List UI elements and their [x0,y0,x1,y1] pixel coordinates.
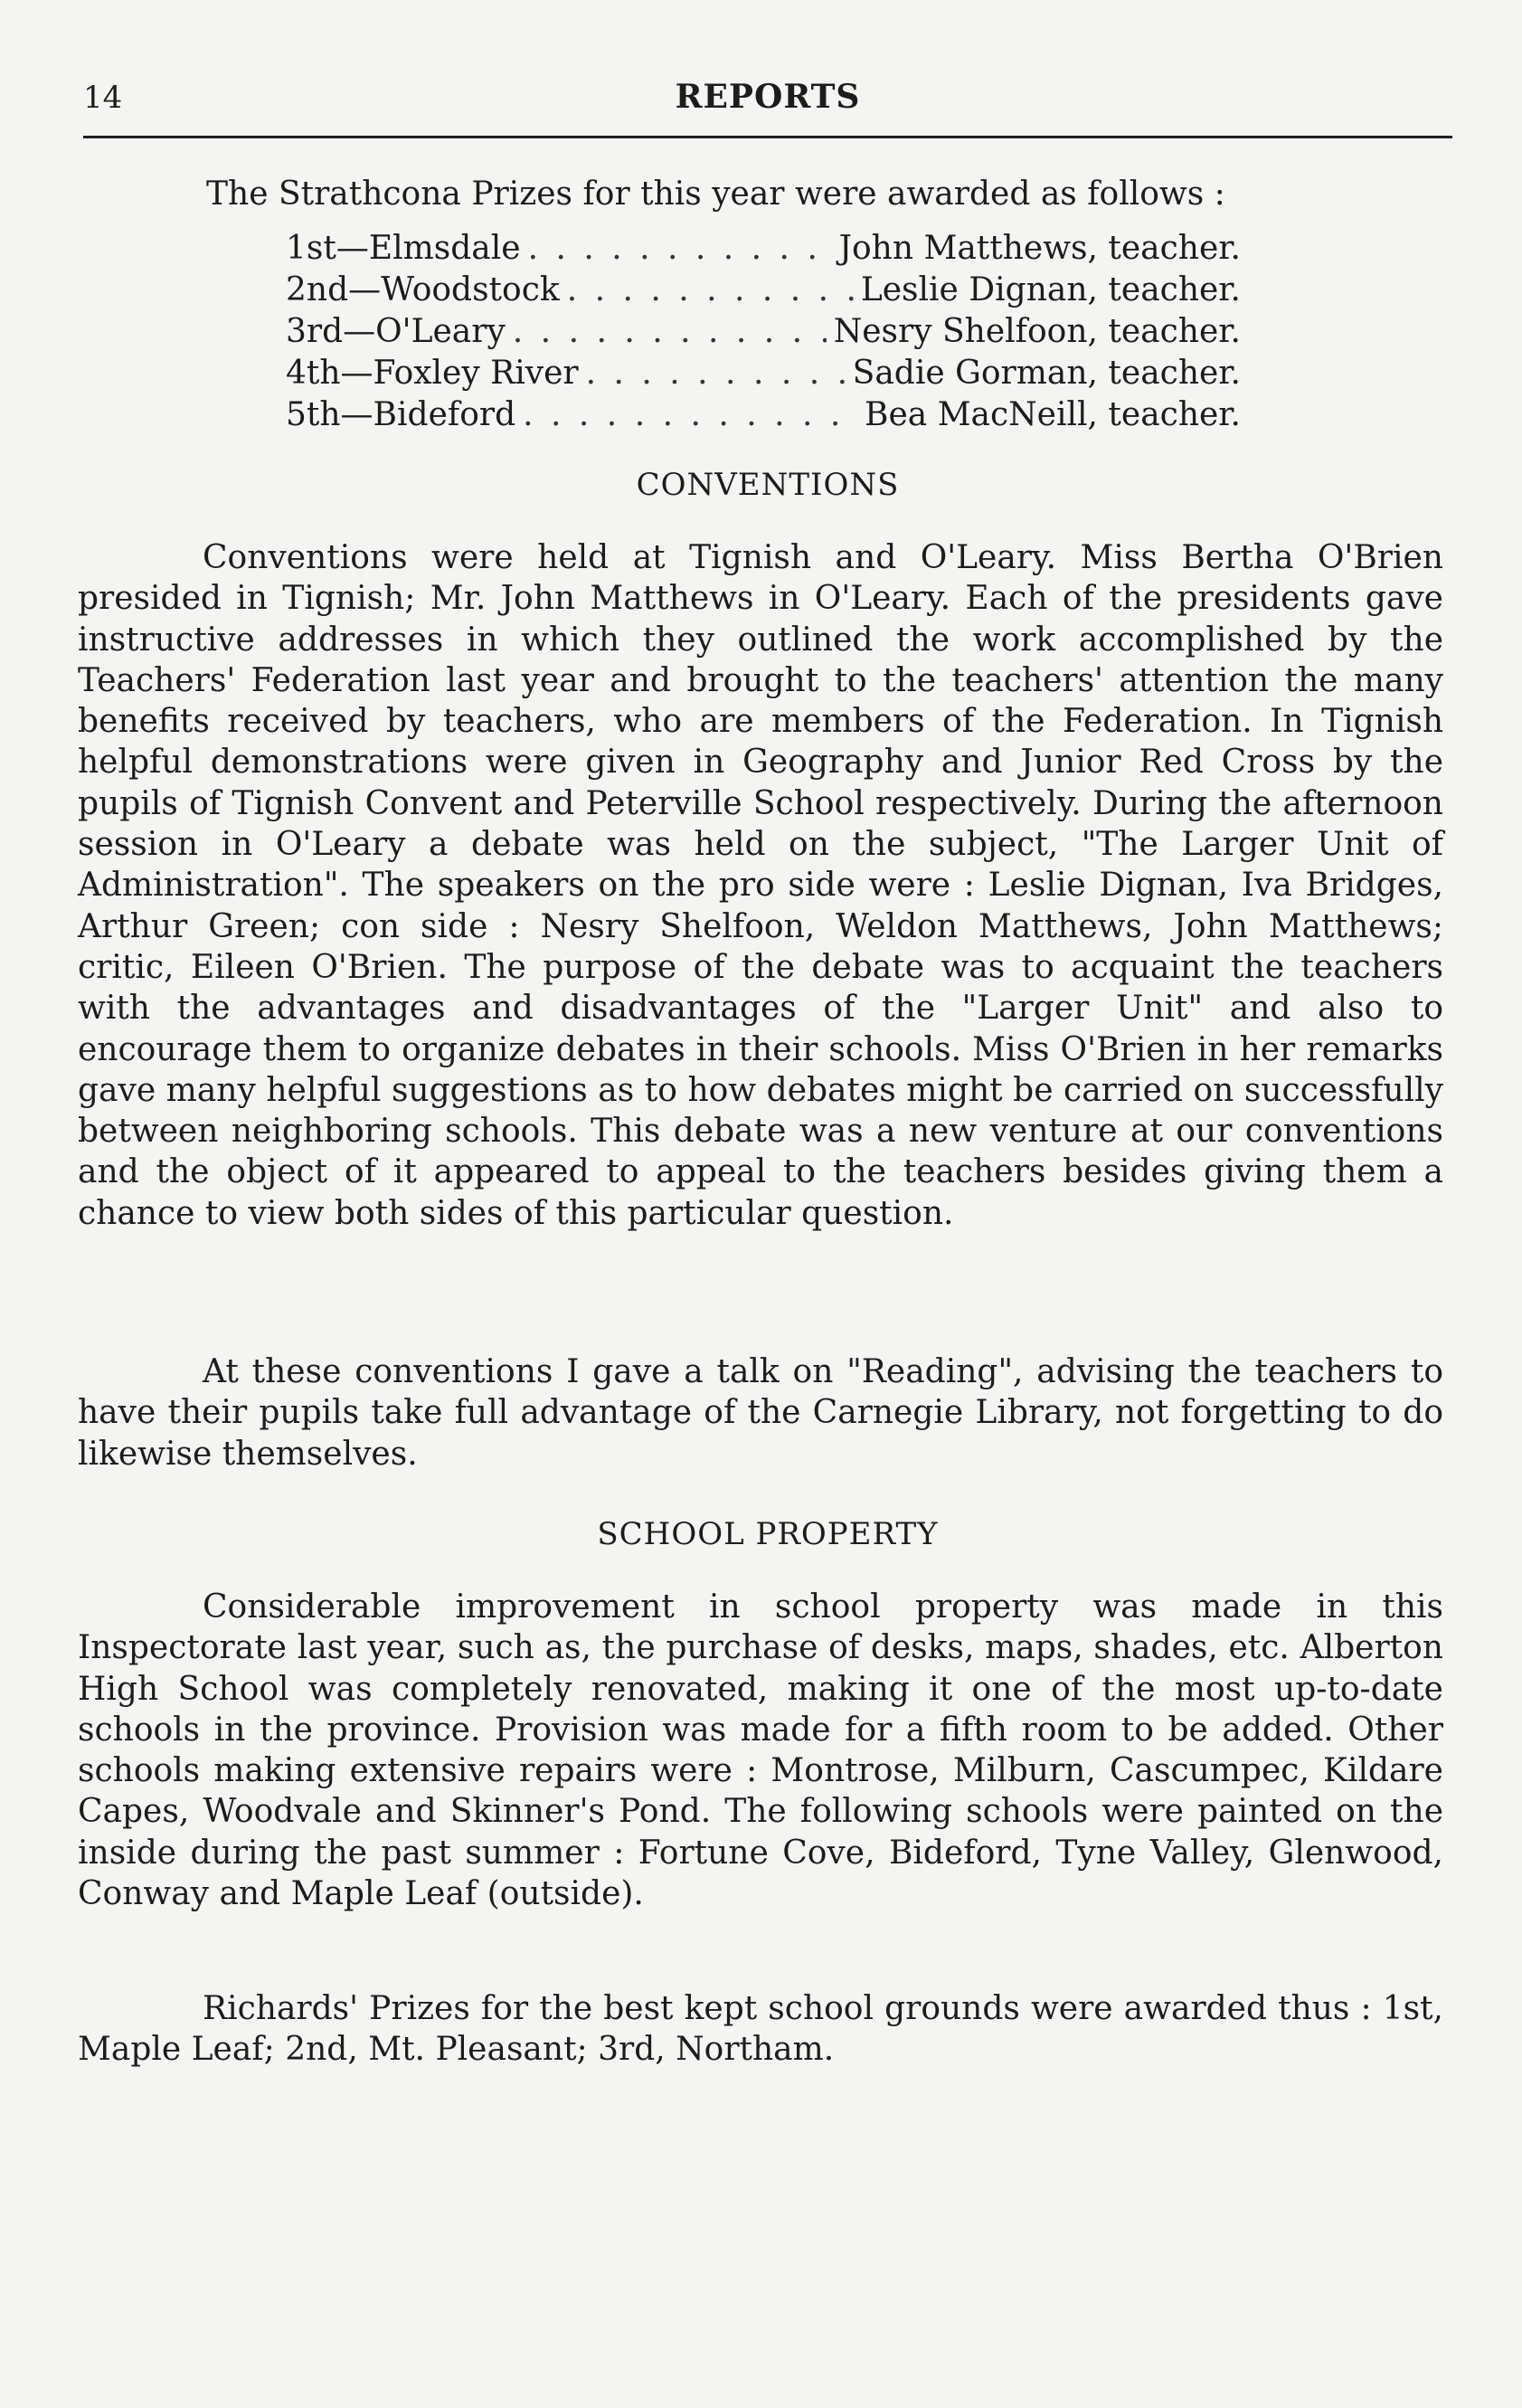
prize-row [286,313,1241,355]
prize-teacher: John Matthews, teacher. [838,230,1241,267]
richards-prizes-paragraph: Richards' Prizes for the best kept school grounds were awarded thus : 1st, Maple Leaf; 2nd, Mt. Pleasant; 3rd, Northam. [78,1990,1443,2069]
prize-place: 4th—Foxley River [286,355,579,392]
leader-dots [567,271,854,308]
strathcona-intro: The Strathcona Prizes for this year were awarded as follows : [206,175,1225,213]
prize-row [286,271,1241,313]
page-header [83,71,1452,130]
header-rule [83,136,1452,138]
prize-row [286,230,1241,271]
prize-row [286,396,1241,438]
prize-teacher: Sadie Gorman, teacher. [852,355,1241,392]
prize-list [286,230,1241,438]
prize-place: 5th—Bideford [286,396,516,433]
page-number: 14 [83,80,123,116]
school-property-paragraph: Considerable improvement in school property was made in this Inspectorate last year, such as, the purchase of desks, maps, shades, etc. Alberton High School was completely renovated, making it one of the most up-to-date schools in the province. Provision was made for a fifth room to be added. Other schools making extensive repairs were : Montrose, Milburn, Cascumpec, Kildare Capes, Woodvale and Skinner's Pond. The following schools were painted on the inside during the past summer : Fortune Cove, Bideford, Tyne Valley, Glenwood, Conway and Maple Leaf (outside). [78,1588,1443,1913]
conventions-paragraph: Conventions were held at Tignish and O'Leary. Miss Bertha O'Brien presided in Tignish; Mr. John Matthews in O'Leary. Each of the presidents gave instructive addresses in which they outlined the work accomplished by the Teachers' Federation last year and brought to the teachers' attention the many benefits received by teachers, who are members of the Federation. In Tignish helpful demonstrations were given in Geography and Junior Red Cross by the pupils of Tignish Convent and Peterville School respectively. During the afternoon session in O'Leary a debate was held on the subject, "The Larger Unit of Administration". The speakers on the pro side were : Leslie Dignan, Iva Bridges, Arthur Green; con side : Nesry Shelfoon, Weldon Matthews, John Matthews; critic, Eileen O'Brien. The purpose of the debate was to acquaint the teachers with the advantages and disadvantages of the "Larger Unit" and also to encourage them to organize debates in their schools. Miss O'Brien in her remarks gave many helpful suggestions as to how debates might be carried on successfully between neighboring schools. This debate was a new venture at our conventions and the object of it appeared to appeal to the teachers besides giving them a chance to view both sides of this particular question. [78,539,1443,1232]
leader-dots [513,313,827,350]
prize-place: 1st—Elmsdale [286,230,521,267]
school-property-heading: SCHOOL PROPERTY [597,1516,939,1552]
prize-teacher: Bea MacNeill, teacher. [865,396,1241,433]
prize-place: 3rd—O'Leary [286,313,506,350]
prize-teacher: Nesry Shelfoon, teacher. [833,313,1241,350]
conventions-heading: CONVENTIONS [636,467,900,503]
prize-row [286,355,1241,396]
reading-talk-paragraph: At these conventions I gave a talk on "Reading", advising the teachers to have their pupils take full advantage of the Carnegie Library, not forgetting to do likewise themselves. [78,1353,1443,1473]
leader-dots [528,230,832,267]
leader-dots [523,396,857,433]
prize-teacher: Leslie Dignan, teacher. [860,271,1241,308]
prize-place: 2nd—Woodstock [286,271,560,308]
leader-dots [586,355,846,392]
running-head: REPORTS [675,78,861,116]
